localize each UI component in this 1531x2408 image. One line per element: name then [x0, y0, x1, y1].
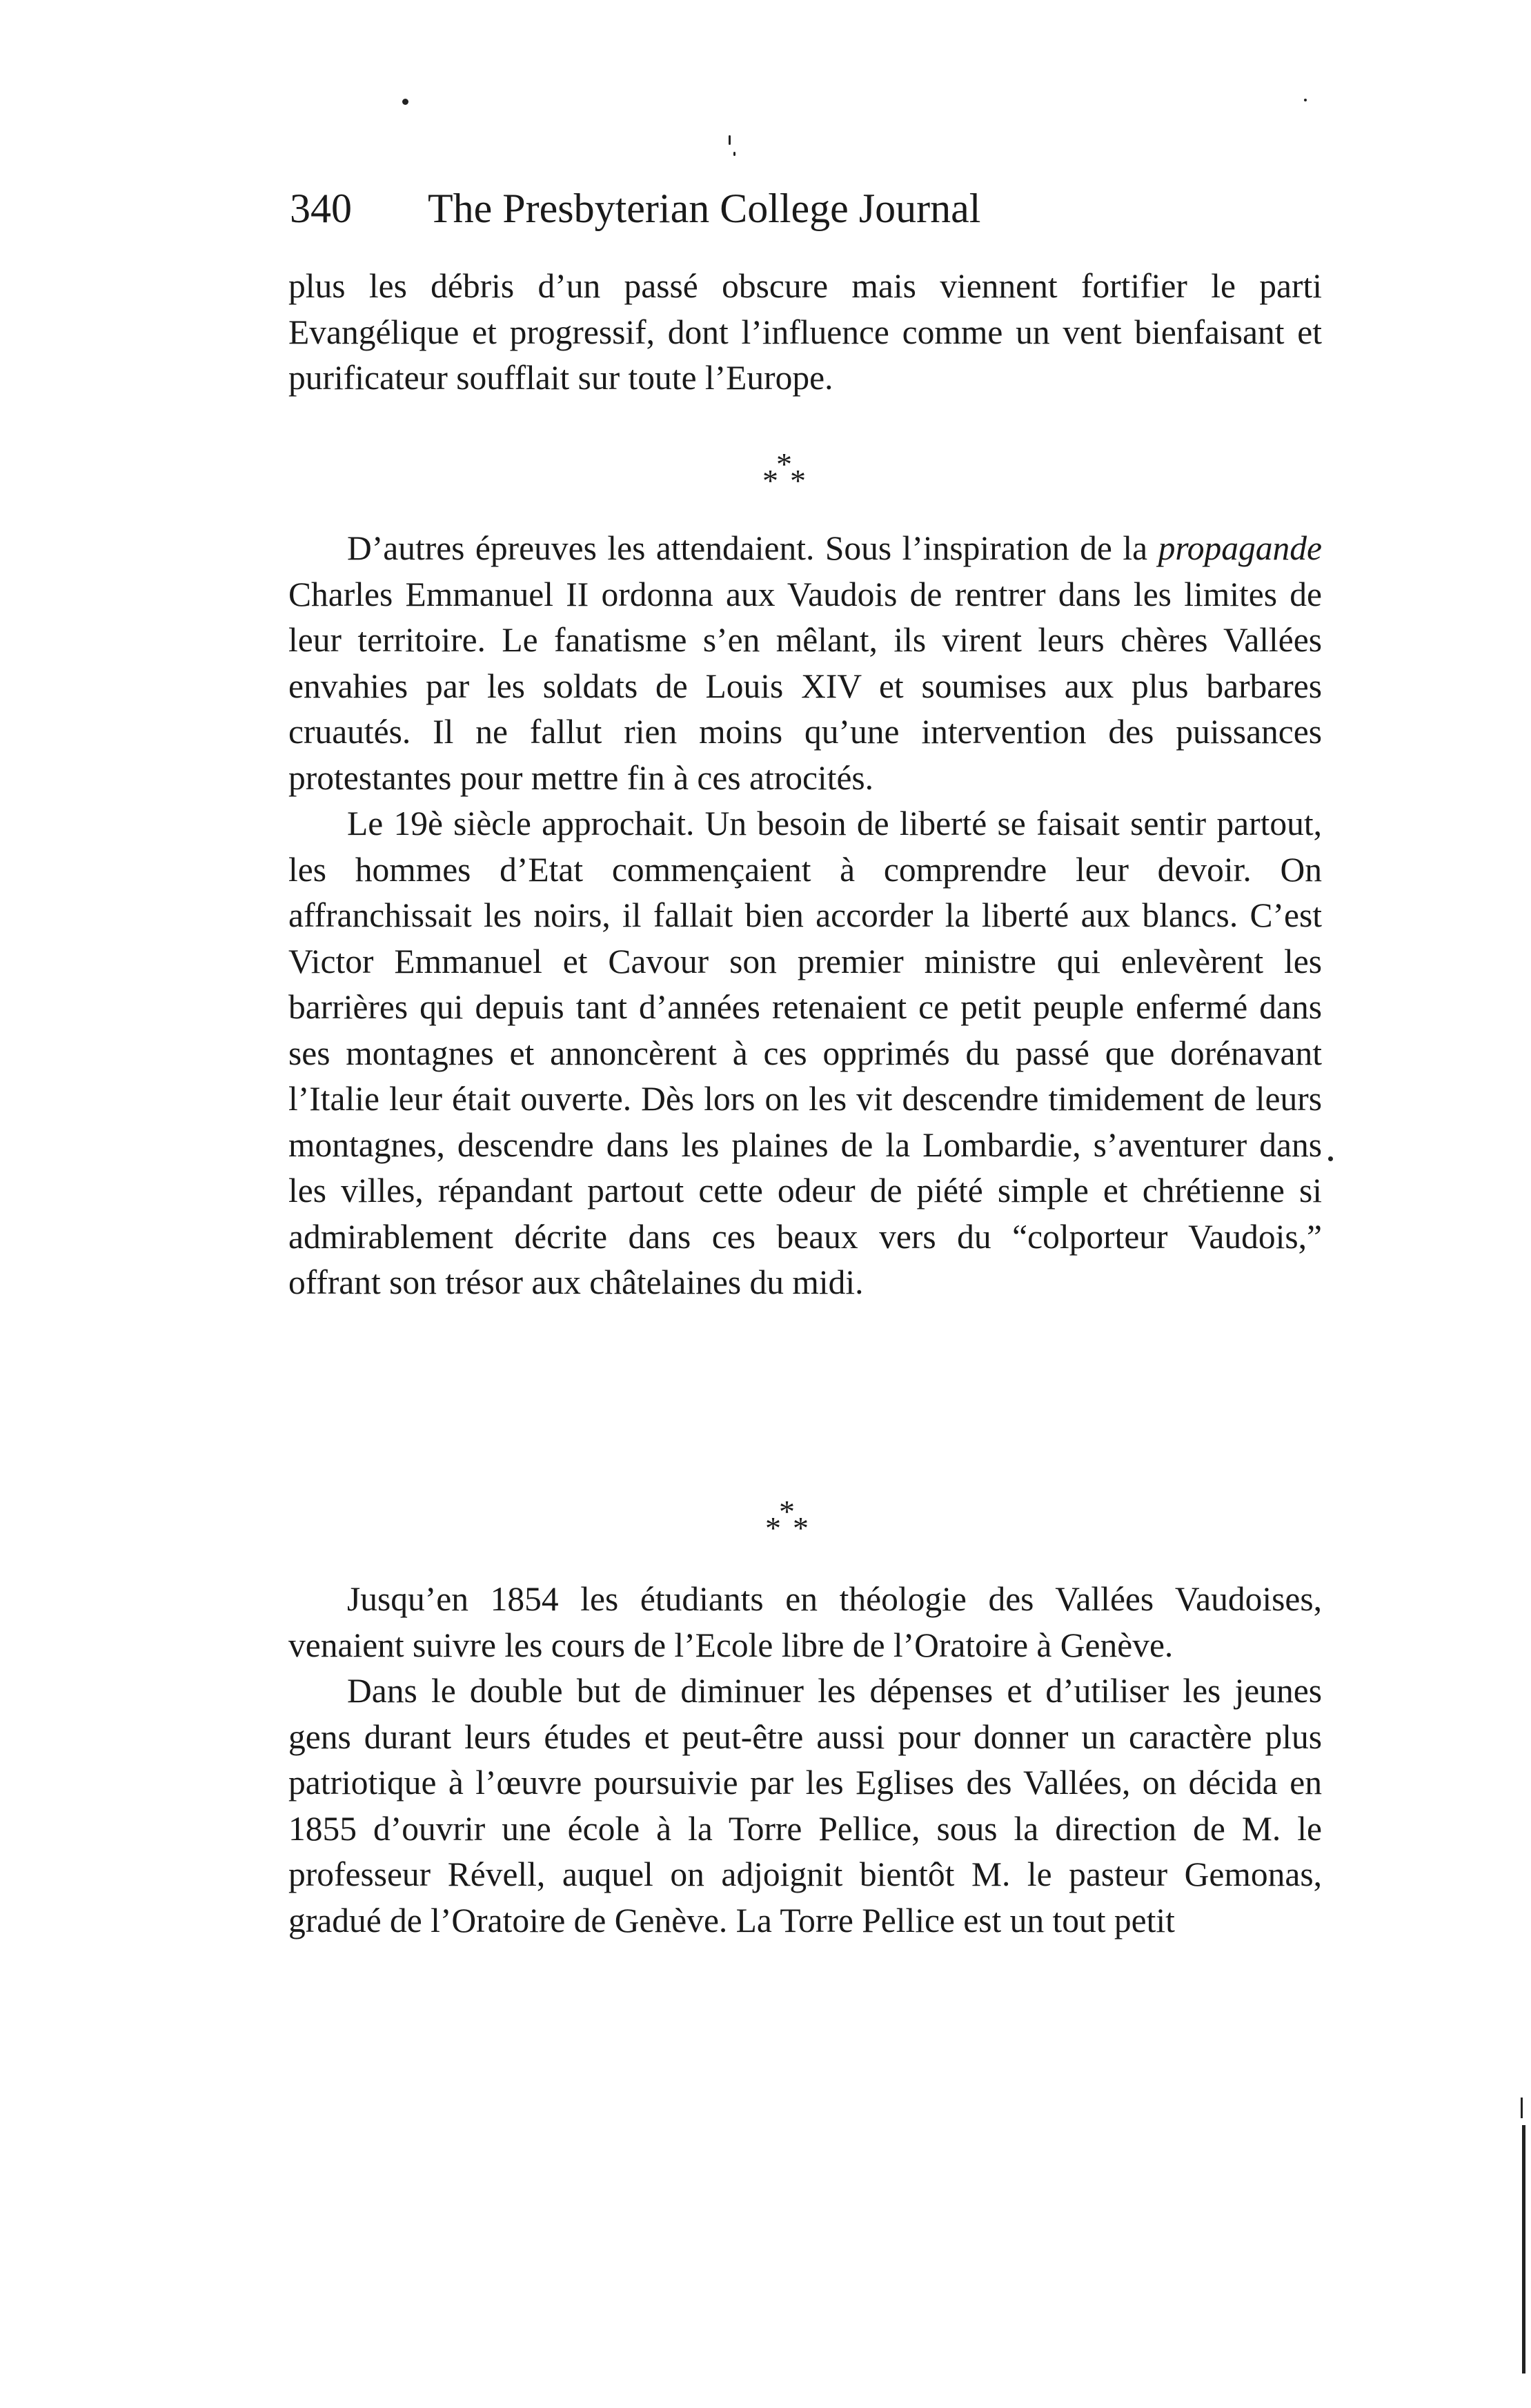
section-separator: [761, 448, 844, 504]
paragraph-text: Charles Emmanuel II ordonna aux Vaudois de rentrer dans les limites de leur territoire. Le fanatisme s’en mêlant, ils virent leurs chères Vallées envahies par les soldats de Louis XIV et soumises aux plus barbares cruautés. Il ne fallut rien moins qu’une intervention des puissances protestantes pour mettre fin à ces atrocités.: [288, 575, 1322, 797]
paragraph-double-but: Dans le double but de diminuer les dépenses et d’utiliser les jeunes gens durant leurs études et peut-être aussi pour donner un caractère plus patriotique à l’œuvre poursuivie par les Eglises des Vallées, on décida en 1855 d’ouvrir une école à la Torre Pellice, sous la direction de M. le professeur Révell, auquel on adjoignit bientôt M. le pasteur Gemonas, gradué de l’Oratoire de Genève. La Torre Pellice est un tout petit: [288, 1672, 1322, 1940]
scan-speck: [733, 152, 735, 156]
paragraph-text: D’autres épreuves les attendaient. Sous l’inspiration de la: [347, 529, 1158, 567]
journal-title: The Presbyterian College Journal: [428, 186, 981, 231]
continuation-paragraph-block: [288, 264, 1322, 402]
section-separator: [764, 1496, 847, 1551]
scan-edge-tick: [1521, 2098, 1523, 2118]
section-1-block: [288, 526, 1322, 1306]
separator-star: *: [762, 463, 778, 498]
scan-speck: [1304, 99, 1307, 101]
paragraph-epreuves: [288, 526, 1322, 801]
separator-star: *: [793, 1510, 809, 1546]
scan-speck: [402, 99, 408, 105]
scan-edge-line: [1522, 2125, 1525, 2374]
paragraph-19e-siecle: Le 19è siècle approchait. Un besoin de liberté se faisait sentir partout, les hommes d’Etat commençaient à comprendre leur devoir. On affranchissait les noirs, il fallait bien accorder la liberté aux blancs. C’est Victor Emmanuel et Cavour son premier ministre qui enlevèrent les barrières qui depuis tant d’années retenaient ce petit peuple enfermé dans ses montagnes et annoncèrent à ces opprimés du passé que dorénavant l’Italie leur était ouverte. Dès lors on les vit descendre timidement de leurs montagnes, descendre dans les plaines de la Lombardie, s’aventurer dans les villes, répandant partout cette odeur de piété simple et chrétienne si admirablement décrite dans ces beaux vers du “colporteur Vaudois,” offrant son trésor aux châtelaines du midi.: [288, 805, 1322, 1301]
scan-speck: [729, 135, 731, 145]
running-header: [290, 181, 1325, 236]
page-number: 340: [290, 186, 352, 231]
separator-star: *: [776, 446, 792, 482]
separator-star: *: [765, 1510, 781, 1546]
separator-star: *: [790, 463, 806, 498]
separator-star: *: [779, 1494, 795, 1529]
section-2-block: [288, 1577, 1322, 1944]
scan-speck: [1328, 1156, 1333, 1161]
continuation-paragraph: plus les débris d’un passé obscure mais viennent fortifier le parti Evangélique et progressif, dont l’influence comme un vent bienfaisant et purificateur soufflait sur toute l’Europe.: [288, 267, 1322, 397]
paragraph-jusquen-1854: Jusqu’en 1854 les étudiants en théologie des Vallées Vaudoises, venaient suivre les cours de l’Ecole libre de l’Oratoire à Genève.: [288, 1580, 1322, 1664]
italic-term: propagande: [1158, 529, 1322, 567]
